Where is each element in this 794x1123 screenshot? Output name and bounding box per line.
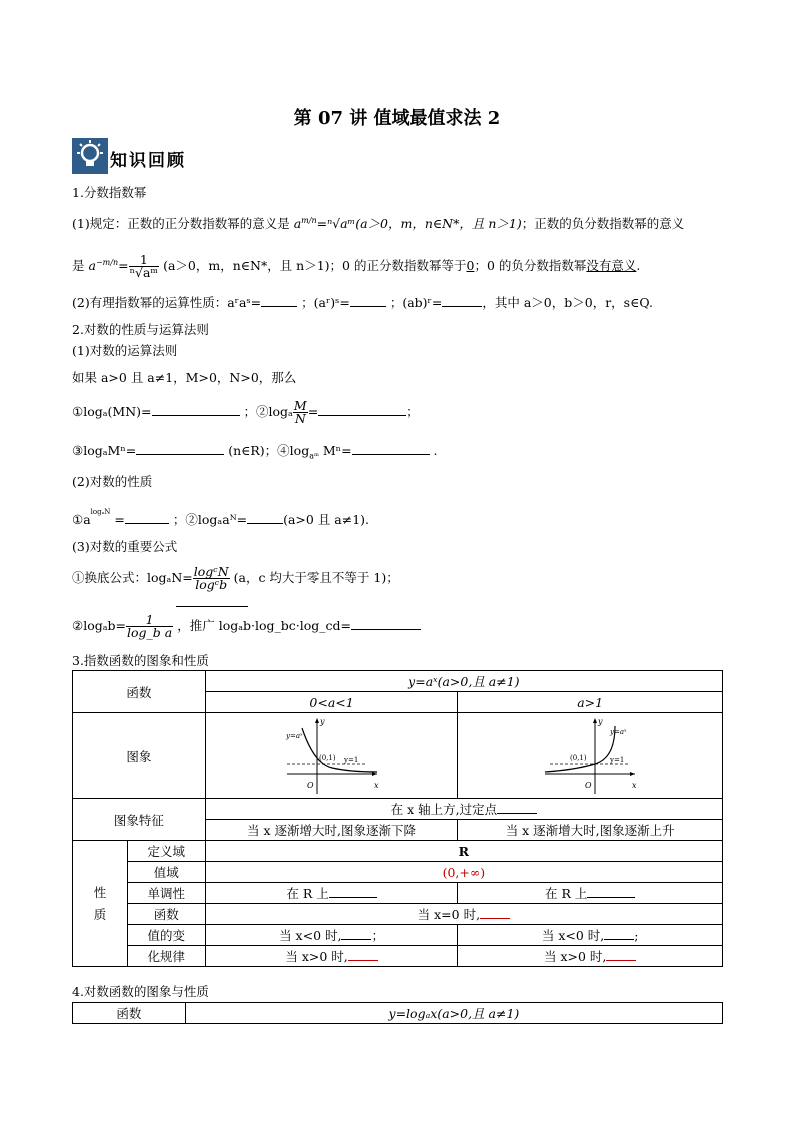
svg-text:(0,1): (0,1): [318, 753, 336, 762]
exp-function-table: [72, 670, 723, 967]
section-header-label: 知识回顾: [110, 151, 186, 171]
case2: a>1: [458, 692, 723, 713]
mono1: 在 R 上: [205, 883, 458, 904]
change-label2: 值的变: [127, 925, 205, 946]
page-title: 第 07 讲 值域最值求法 2: [293, 108, 501, 129]
s2-sub1: (1)对数的运算法则: [72, 343, 178, 358]
prop-label: 性 质: [73, 841, 128, 967]
svg-text:y=aˣ: y=aˣ: [285, 731, 303, 740]
range-label: 值域: [127, 862, 205, 883]
domain-label: 定义域: [127, 841, 205, 862]
s1-heading: 1.分数指数幂: [72, 185, 147, 200]
svg-text:y=1: y=1: [610, 755, 625, 764]
s2-heading: 2.对数的性质与运算法则: [72, 322, 209, 337]
mono2: 在 R 上: [458, 883, 723, 904]
domain-val: R: [205, 841, 722, 862]
divider: [176, 606, 248, 607]
mono-label: 单调性: [127, 883, 205, 904]
increasing-graph: [540, 716, 640, 796]
feature1: 在 x 轴上方,过定点: [205, 799, 722, 820]
row-feature: 图象特征: [73, 799, 206, 841]
case1: 0<a<1: [205, 692, 458, 713]
change-x0: 当 x=0 时,: [205, 904, 722, 925]
row-graph: 图象: [73, 713, 206, 799]
c1-neg: 当 x<0 时, ；: [205, 925, 458, 946]
change-label3: 化规律: [127, 946, 205, 967]
svg-text:O: O: [306, 780, 314, 790]
s2-rule4: ①换底公式：logₐN= $\frac{\text{logᶜN}}{\text{logᶜb}}$ (a，c 均大于零且不等于 1)；: [72, 564, 399, 592]
decreasing-graph: [282, 716, 382, 796]
c2-neg: 当 x<0 时, ;: [458, 925, 723, 946]
feature-dec: 当 x 逐渐增大时,图象逐渐下降: [205, 820, 458, 841]
svg-text:y: y: [319, 716, 325, 726]
func-expr: y=aˣ(a>0,且 a≠1): [205, 671, 722, 692]
s3-heading: 3.指数函数的图象和性质: [72, 653, 209, 668]
s2-rule3: $①a^{log_aN}$ = ；②logₐaᴺ= (a>0 且 a≠1).: [72, 508, 369, 527]
svg-text:y=aˣ: y=aˣ: [610, 727, 627, 736]
svg-text:x: x: [373, 780, 379, 790]
log-function-table: [72, 1002, 723, 1024]
change-label1: 函数: [127, 904, 205, 925]
svg-text:(0,1): (0,1): [570, 753, 587, 762]
c1-pos: 当 x>0 时,: [205, 946, 458, 967]
svg-text:O: O: [585, 780, 592, 790]
range-val: (0,+∞): [205, 862, 722, 883]
col-func: 函数: [73, 671, 206, 713]
s2-cond: 如果 a>0 且 a≠1，M>0，N>0，那么: [72, 370, 297, 385]
s1-para2: (2)有理指数幂的运算性质：aʳaˢ= ；(aʳ)ˢ= ；(ab)ʳ= ，其中 a＞0，b＞0，r，s∈Q.: [72, 295, 653, 310]
svg-text:x: x: [632, 780, 637, 790]
c2-pos: 当 x>0 时,: [458, 946, 723, 967]
s1-para1: (1)规定：正数的正分数指数幂的意义是 $a^{m/n}=^n√aᵐ(a>0$，m，n∈N*，且 n＞1)；正数的负分数指数幂的意义: [72, 215, 685, 231]
s2-rule1: ①logₐ(MN)= ；②logₐ $\frac{M}{N}$ = ；: [72, 398, 419, 426]
s2-sub2: (2)对数的性质: [72, 474, 153, 489]
log-func-expr: y=logₐx(a>0,且 a≠1): [185, 1003, 722, 1024]
log-col-func: 函数: [73, 1003, 186, 1024]
feature-inc: 当 x 逐渐增大时,图象逐渐上升: [458, 820, 723, 841]
graph-decreasing: [205, 713, 458, 799]
section-header: [72, 138, 212, 176]
graph-increasing: [458, 713, 723, 799]
s2-sub3: (3)对数的重要公式: [72, 539, 178, 554]
s1-para1-cont: 是 $a^{-m/n}=$ $\frac{1}{\text{ⁿ√aᵐ}}$ (a＞0，m，n∈N*，且 n＞1)；0 的正分数指数幂等于0；0 的负分数指数幂没有意义.: [72, 252, 641, 280]
svg-text:y=1: y=1: [343, 755, 358, 764]
s2-rule5: ②logₐb= $\frac{1}{\text{log\_b a}}$ ，推广 logₐb·log_bc·log_cd=: [72, 614, 421, 639]
s2-rule2: ③logₐMⁿ= (n∈R)；$④\log_{aᵐ}$ Mⁿ= .: [72, 443, 438, 461]
svg-text:y: y: [598, 716, 603, 726]
s4-heading: 4.对数函数的图象与性质: [72, 984, 209, 999]
lightbulb-icon: [72, 138, 108, 174]
